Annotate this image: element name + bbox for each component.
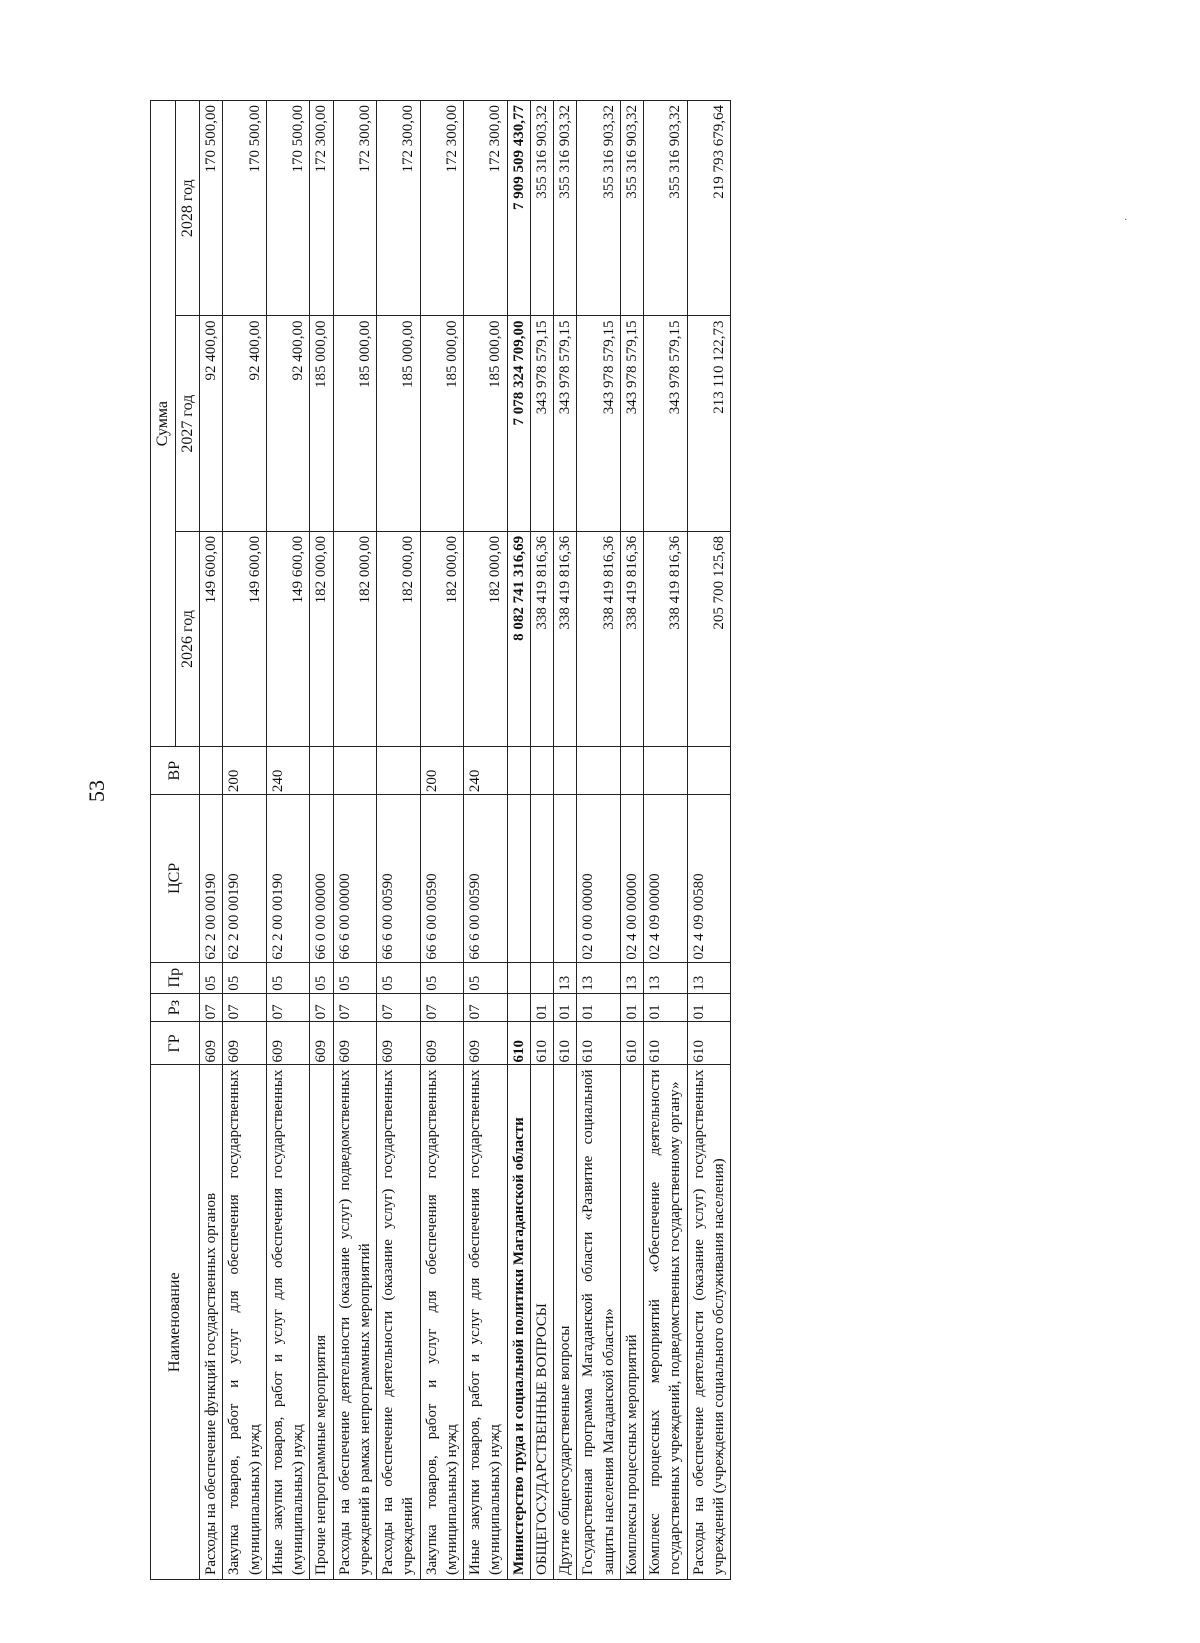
- row-sum-2026: 149 600,00: [223, 531, 267, 746]
- row-vr: [554, 747, 577, 795]
- row-rz: 01: [554, 993, 577, 1022]
- table-row: [530, 101, 553, 1580]
- row-sum-2028: 170 500,00: [223, 101, 267, 316]
- row-csr: 02 4 00 00000: [620, 795, 643, 963]
- row-csr: 66 6 00 00590: [464, 795, 508, 963]
- header-csr: ЦСР: [151, 795, 200, 963]
- row-sum-2028: 7 909 509 430,77: [507, 101, 530, 316]
- row-sum-2028: 170 500,00: [266, 101, 310, 316]
- table-row: [507, 101, 530, 1580]
- header-rz: Рз: [151, 993, 200, 1022]
- row-sum-2026: 182 000,00: [310, 531, 333, 746]
- scan-mark: ·: [1124, 215, 1128, 226]
- row-pr: [507, 962, 530, 993]
- row-sum-2026: 8 082 741 316,69: [507, 531, 530, 746]
- row-vr: [377, 747, 421, 795]
- row-vr: [620, 747, 643, 795]
- table-row: [554, 101, 577, 1580]
- row-gr: 610: [687, 1022, 731, 1065]
- row-rz: 01: [644, 993, 688, 1022]
- row-name: Закупка товаров, работ и услуг для обеспечения государственных (муниципальных) нужд: [420, 1065, 464, 1580]
- row-rz: [507, 993, 530, 1022]
- row-gr: 609: [200, 1022, 223, 1065]
- row-name: Закупка товаров, работ и услуг для обеспечения государственных (муниципальных) нужд: [223, 1065, 267, 1580]
- row-sum-2027: 92 400,00: [223, 316, 267, 531]
- table-row: [620, 101, 643, 1580]
- row-gr: 609: [333, 1022, 377, 1065]
- row-pr: 05: [200, 962, 223, 993]
- header-row-1: [151, 101, 176, 1580]
- row-name: Другие общегосударственные вопросы: [554, 1065, 577, 1580]
- row-sum-2026: 182 000,00: [333, 531, 377, 746]
- row-rz: 07: [420, 993, 464, 1022]
- row-rz: 01: [620, 993, 643, 1022]
- row-name: Иные закупки товаров, работ и услуг для обеспечения государственных (муниципальных) нужд: [266, 1065, 310, 1580]
- row-vr: [507, 747, 530, 795]
- row-gr: 609: [310, 1022, 333, 1065]
- row-csr: 62 2 00 00190: [223, 795, 267, 963]
- row-pr: 05: [464, 962, 508, 993]
- row-name: Государственная программа Магаданской области «Развитие социальной защиты населения Магаданской области»: [577, 1065, 621, 1580]
- header-name: Наименование: [151, 1065, 200, 1580]
- row-sum-2028: 355 316 903,32: [530, 101, 553, 316]
- row-sum-2028: 355 316 903,32: [620, 101, 643, 316]
- header-sum: Сумма: [151, 101, 176, 747]
- row-name: Комплекс процессных мероприятий «Обеспечение деятельности государственных учреждений, подведомственных государственному органу»: [644, 1065, 688, 1580]
- row-sum-2027: 213 110 122,73: [687, 316, 731, 531]
- row-csr: 62 2 00 00190: [266, 795, 310, 963]
- row-sum-2026: 338 419 816,36: [644, 531, 688, 746]
- row-sum-2026: 182 000,00: [420, 531, 464, 746]
- row-name: Министерство труда и социальной политики Магаданской области: [507, 1065, 530, 1580]
- row-sum-2027: 343 978 579,15: [577, 316, 621, 531]
- row-csr: 66 0 00 00000: [310, 795, 333, 963]
- row-sum-2028: 172 300,00: [377, 101, 421, 316]
- row-sum-2026: 338 419 816,36: [530, 531, 553, 746]
- row-sum-2026: 149 600,00: [200, 531, 223, 746]
- row-sum-2027: 185 000,00: [310, 316, 333, 531]
- header-vr: ВР: [151, 747, 200, 795]
- row-vr: [333, 747, 377, 795]
- row-vr: 200: [420, 747, 464, 795]
- row-gr: 610: [507, 1022, 530, 1065]
- row-gr: 610: [530, 1022, 553, 1065]
- row-sum-2027: 343 978 579,15: [644, 316, 688, 531]
- row-vr: [530, 747, 553, 795]
- row-sum-2027: 343 978 579,15: [620, 316, 643, 531]
- row-sum-2028: 172 300,00: [464, 101, 508, 316]
- row-vr: 240: [464, 747, 508, 795]
- row-vr: [200, 747, 223, 795]
- row-csr: 02 0 00 00000: [577, 795, 621, 963]
- row-rz: 07: [266, 993, 310, 1022]
- row-sum-2027: 92 400,00: [200, 316, 223, 531]
- row-pr: 05: [310, 962, 333, 993]
- row-rz: 07: [464, 993, 508, 1022]
- row-pr: 13: [620, 962, 643, 993]
- table-row: [420, 101, 464, 1580]
- table-row: [577, 101, 621, 1580]
- row-sum-2026: 338 419 816,36: [554, 531, 577, 746]
- row-pr: 05: [266, 962, 310, 993]
- row-sum-2027: 343 978 579,15: [530, 316, 553, 531]
- row-sum-2028: 355 316 903,32: [554, 101, 577, 316]
- row-sum-2027: 185 000,00: [464, 316, 508, 531]
- row-sum-2026: 205 700 125,68: [687, 531, 731, 746]
- row-sum-2027: 92 400,00: [266, 316, 310, 531]
- row-sum-2028: 219 793 679,64: [687, 101, 731, 316]
- row-rz: 07: [310, 993, 333, 1022]
- table-row: [266, 101, 310, 1580]
- row-name: Комплексы процессных мероприятий: [620, 1065, 643, 1580]
- row-name: Иные закупки товаров, работ и услуг для обеспечения государственных (муниципальных) нужд: [464, 1065, 508, 1580]
- row-sum-2028: 172 300,00: [310, 101, 333, 316]
- table-row: [687, 101, 731, 1580]
- row-gr: 610: [644, 1022, 688, 1065]
- table-row: [200, 101, 223, 1580]
- table-row: [377, 101, 421, 1580]
- row-csr: 66 6 00 00590: [420, 795, 464, 963]
- row-name: Расходы на обеспечение деятельности (оказание услуг) государственных учреждений (учреждения социального обслуживания населения): [687, 1065, 731, 1580]
- row-sum-2027: 185 000,00: [333, 316, 377, 531]
- header-gr: ГР: [151, 1022, 200, 1065]
- row-pr: 05: [333, 962, 377, 993]
- row-pr: 05: [223, 962, 267, 993]
- row-sum-2027: 185 000,00: [377, 316, 421, 531]
- row-sum-2027: 343 978 579,15: [554, 316, 577, 531]
- row-csr: 02 4 09 00000: [644, 795, 688, 963]
- row-pr: 13: [644, 962, 688, 993]
- row-sum-2026: 182 000,00: [377, 531, 421, 746]
- row-vr: [310, 747, 333, 795]
- header-2028: 2028 год: [175, 101, 200, 316]
- header-pr: Пр: [151, 962, 200, 993]
- row-pr: [530, 962, 553, 993]
- row-rz: 07: [377, 993, 421, 1022]
- row-sum-2026: 338 419 816,36: [620, 531, 643, 746]
- row-vr: [687, 747, 731, 795]
- row-pr: 13: [687, 962, 731, 993]
- row-sum-2028: 355 316 903,32: [577, 101, 621, 316]
- row-sum-2026: 149 600,00: [266, 531, 310, 746]
- row-sum-2027: 7 078 324 709,00: [507, 316, 530, 531]
- row-gr: 609: [266, 1022, 310, 1065]
- row-pr: 13: [577, 962, 621, 993]
- table-body: [200, 101, 731, 1580]
- table-row: [464, 101, 508, 1580]
- row-gr: 609: [420, 1022, 464, 1065]
- row-sum-2028: 170 500,00: [200, 101, 223, 316]
- table-row: [333, 101, 377, 1580]
- row-gr: 609: [223, 1022, 267, 1065]
- page-number: 53: [84, 780, 109, 802]
- row-csr: 66 6 00 00590: [377, 795, 421, 963]
- row-sum-2026: 182 000,00: [464, 531, 508, 746]
- row-rz: 01: [530, 993, 553, 1022]
- row-sum-2028: 355 316 903,32: [644, 101, 688, 316]
- header-2026: 2026 год: [175, 531, 200, 746]
- row-vr: [577, 747, 621, 795]
- row-rz: 07: [200, 993, 223, 1022]
- row-rz: 01: [577, 993, 621, 1022]
- table-row: [223, 101, 267, 1580]
- row-csr: 62 2 00 00190: [200, 795, 223, 963]
- row-sum-2026: 338 419 816,36: [577, 531, 621, 746]
- row-gr: 609: [377, 1022, 421, 1065]
- rotated-page: [150, 100, 1020, 1580]
- row-csr: [530, 795, 553, 963]
- row-sum-2028: 172 300,00: [420, 101, 464, 316]
- row-vr: [644, 747, 688, 795]
- row-name: Прочие непрограммные мероприятия: [310, 1065, 333, 1580]
- row-vr: 200: [223, 747, 267, 795]
- row-csr: [507, 795, 530, 963]
- row-pr: 05: [377, 962, 421, 993]
- row-rz: 01: [687, 993, 731, 1022]
- row-sum-2027: 185 000,00: [420, 316, 464, 531]
- budget-table: [150, 100, 731, 1580]
- row-name: Расходы на обеспечение деятельности (оказание услуг) подведомственных учреждений в рамках непрограммных мероприятий: [333, 1065, 377, 1580]
- row-rz: 07: [223, 993, 267, 1022]
- row-csr: 66 6 00 00000: [333, 795, 377, 963]
- row-name: ОБЩЕГОСУДАРСТВЕННЫЕ ВОПРОСЫ: [530, 1065, 553, 1580]
- table-row: [644, 101, 688, 1580]
- row-gr: 609: [464, 1022, 508, 1065]
- row-csr: [554, 795, 577, 963]
- row-rz: 07: [333, 993, 377, 1022]
- row-gr: 610: [577, 1022, 621, 1065]
- row-name: Расходы на обеспечение функций государственных органов: [200, 1065, 223, 1580]
- row-vr: 240: [266, 747, 310, 795]
- row-sum-2028: 172 300,00: [333, 101, 377, 316]
- row-pr: 05: [420, 962, 464, 993]
- table-row: [310, 101, 333, 1580]
- row-csr: 02 4 09 00580: [687, 795, 731, 963]
- row-gr: 610: [620, 1022, 643, 1065]
- row-gr: 610: [554, 1022, 577, 1065]
- header-2027: 2027 год: [175, 316, 200, 531]
- row-pr: 13: [554, 962, 577, 993]
- row-name: Расходы на обеспечение деятельности (оказание услуг) государственных учреждений: [377, 1065, 421, 1580]
